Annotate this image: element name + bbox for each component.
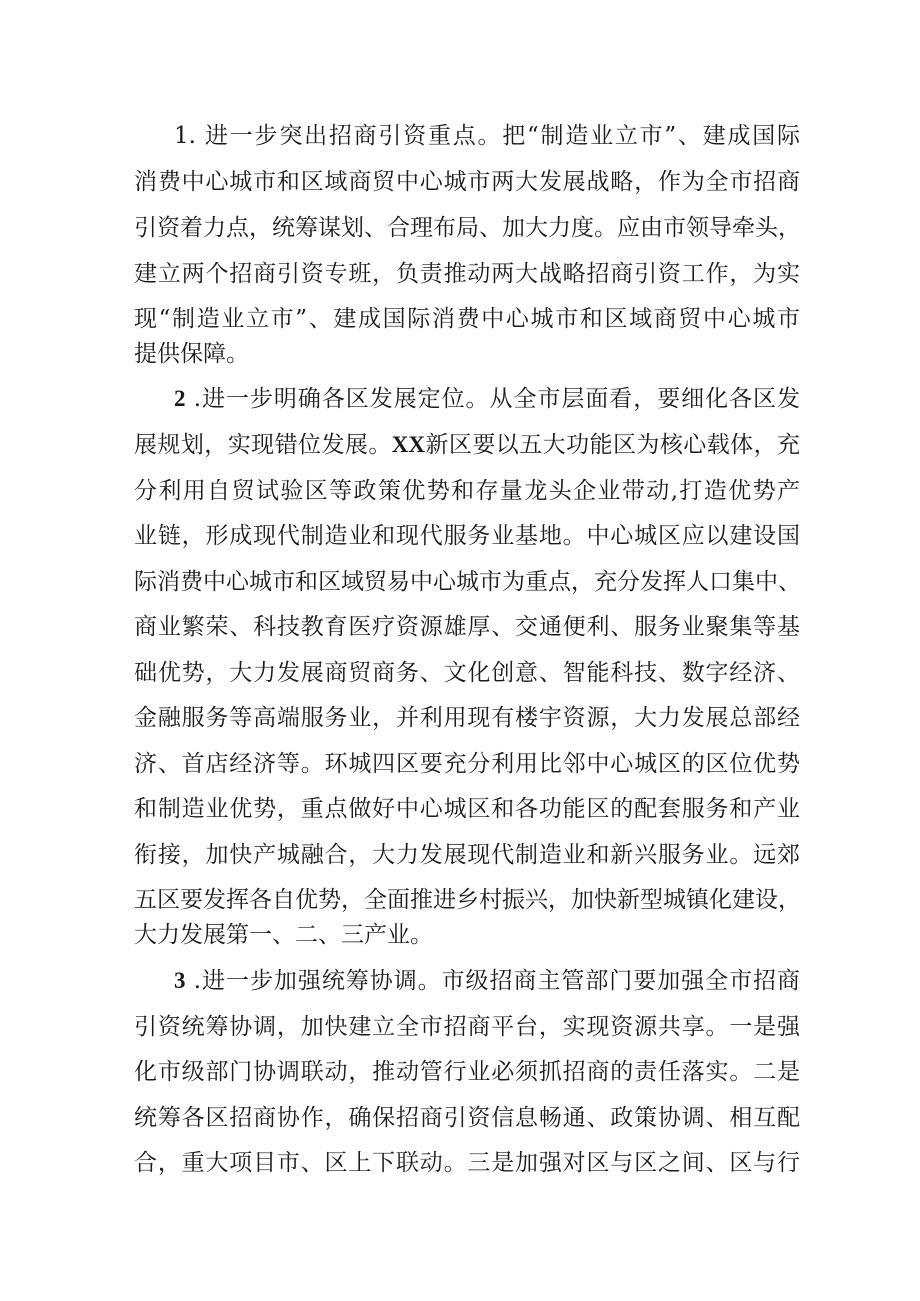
paragraph-2-line-3: 分利用自贸试验区等政策优势和存量龙头企业带动,打造优势产 [134, 478, 800, 504]
paragraph-3-number: 3 [174, 968, 186, 993]
paragraph-2-line-1 [174, 386, 800, 412]
paragraph-1-line-6: 提供保障。 [134, 341, 249, 367]
paragraph-2-line-7: 础优势，大力发展商贸商务、文化创意、智能科技、数字经济、 [134, 660, 800, 686]
paragraph-3-line-2: 引资统筹协调，加快建立全市招商平台，实现资源共享。一是强 [134, 1014, 800, 1040]
paragraph-2-line-13: 大力发展第一、二、三产业。 [134, 922, 433, 948]
paragraph-1-line-3: 引资着力点，统筹谋划、合理布局、加大力度。应由市领导牵头， [134, 215, 801, 241]
paragraph-1-line-1: 1. 进一步突出招商引资重点。把“制造业立市”、建成国际 [174, 123, 800, 149]
paragraph-2-line-8: 金融服务等高端服务业，并利用现有楼宇资源，大力发展总部经 [134, 705, 800, 731]
paragraph-3-line-1-text: .进一步加强统筹协调。市级招商主管部门要加强全市招商 [185, 968, 800, 994]
paragraph-2-line-6: 商业繁荣、科技教育医疗资源雄厚、交通便利、服务业聚集等基 [134, 614, 800, 640]
paragraph-3-line-1 [174, 968, 800, 994]
paragraph-3-line-5: 合，重大项目市、区上下联动。三是加强对区与区之间、区与行 [134, 1150, 800, 1176]
paragraph-2-bold-prefix: XX [391, 432, 426, 457]
paragraph-2-line-2 [134, 432, 800, 458]
paragraph-2-line-12: 五区要发挥各自优势，全面推进乡村振兴，加快新型城镇化建设， [134, 887, 801, 913]
paragraph-2-number: 2 [174, 386, 186, 411]
paragraph-2-line-4: 业链，形成现代制造业和现代服务业基地。中心城区应以建设国 [134, 523, 800, 549]
paragraph-1-line-4: 建立两个招商引资专班，负责推动两大战略招商引资工作，为实 [134, 261, 800, 287]
paragraph-2-line-9: 济、首店经济等。环城四区要充分利用比邻中心城区的区位优势 [134, 751, 800, 777]
paragraph-2-line-2-text-a: 展规划，实现错位发展。 [134, 432, 392, 458]
paragraph-3-line-4: 统筹各区招商协作，确保招商引资信息畅通、政策协调、相互配 [134, 1105, 800, 1131]
paragraph-2-line-10: 和制造业优势，重点做好中心城区和各功能区的配套服务和产业 [134, 796, 800, 822]
paragraph-2-line-2-text-b: 新区要以五大功能区为核心载体，充 [425, 432, 801, 458]
paragraph-2-line-5: 际消费中心城市和区域贸易中心城市为重点，充分发挥人口集中、 [134, 569, 801, 595]
paragraph-2-line-1-text: .进一步明确各区发展定位。从全市层面看，要细化各区发 [185, 386, 800, 412]
paragraph-3-line-3: 化市级部门协调联动，推动管行业必须抓招商的责任落实。二是 [134, 1059, 800, 1085]
paragraph-1-line-5: 现“制造业立市”、建成国际消费中心城市和区域商贸中心城市 [134, 306, 800, 332]
paragraph-1-line-2: 消费中心城市和区域商贸中心城市两大发展战略，作为全市招商 [134, 169, 800, 195]
paragraph-2-line-11: 衔接，加快产城融合，大力发展现代制造业和新兴服务业。远郊 [134, 842, 800, 868]
